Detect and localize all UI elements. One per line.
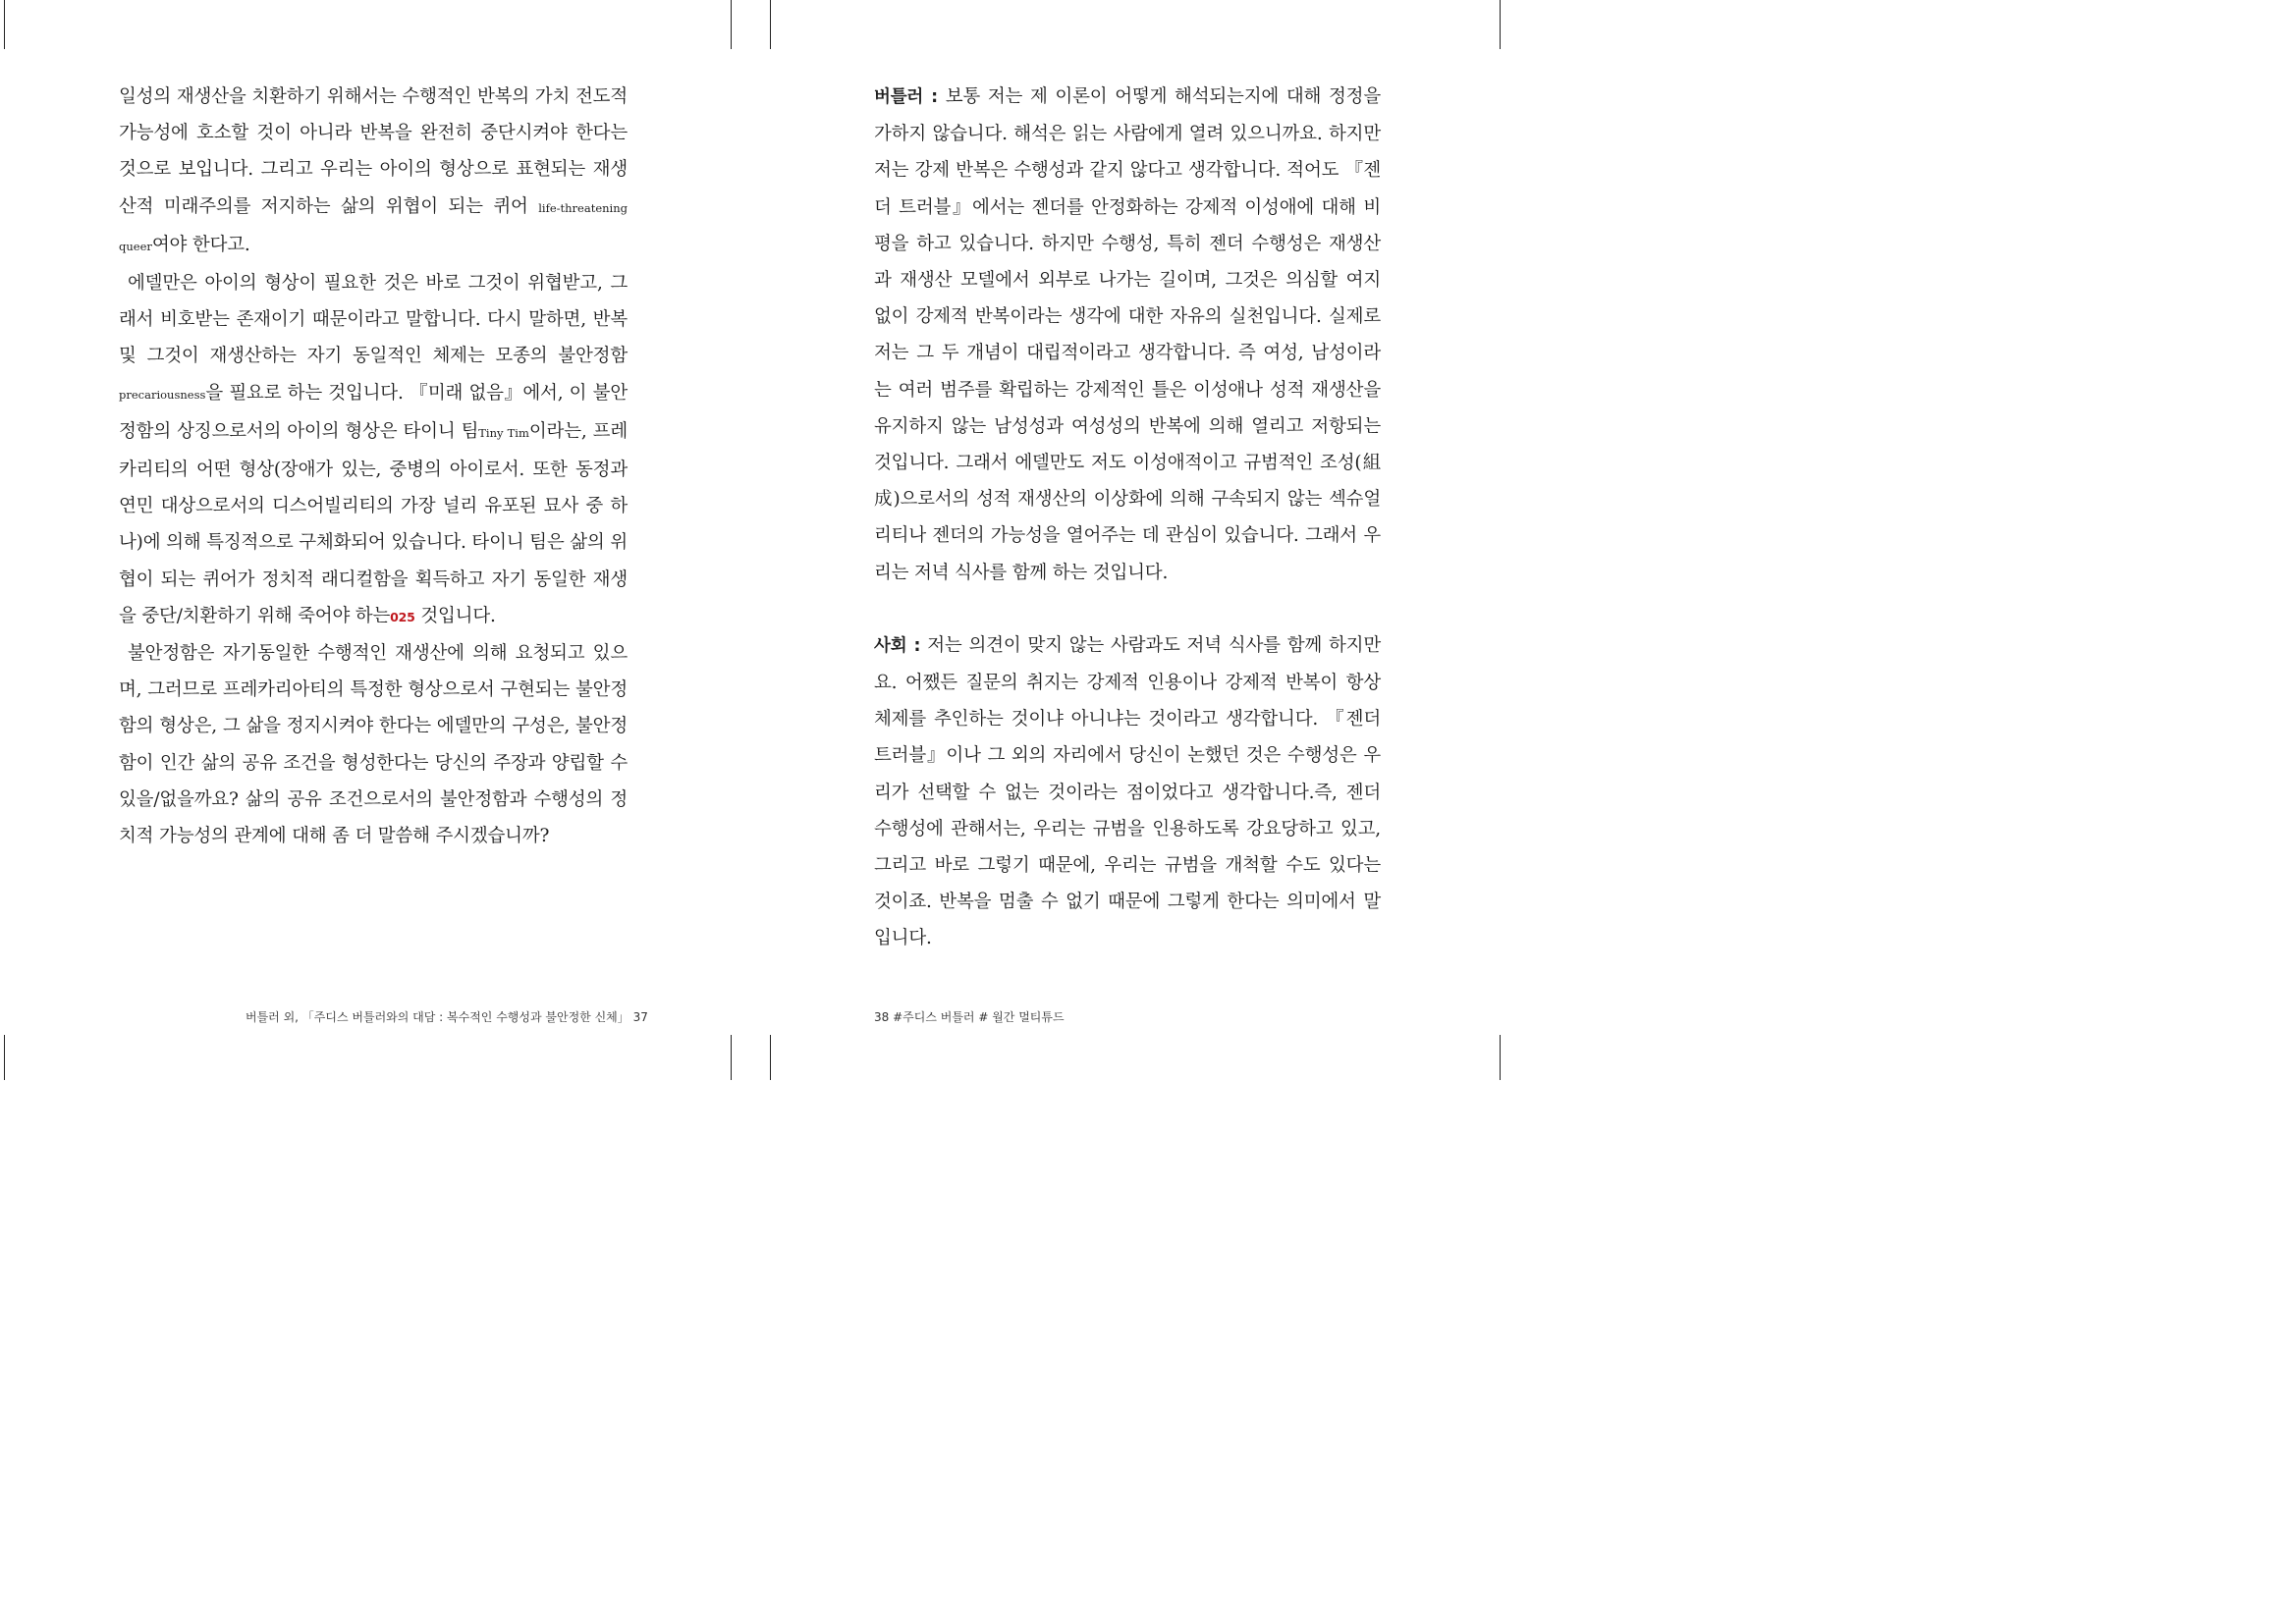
answer-butler-text: 보통 저는 제 이론이 어떻게 해석되는지에 대해 정정을 가하지 않습니다. 해석은 읽는 사람에게 열려 있으니까요. 하지만 저는 강제 반복은 수행성과 같지 않다고 생각합니다. 적어도 『젠더 트러블』에서는 젠더를 안정화하는 강제적 이성애에 대해 비평을 하고 있습니다. 하지만 수행성, 특히 젠더 수행성은 재생산과 재생산 모델에서 외부로 나가는 길이며, 그것은 의심할 여지 없이 강제적 반복이라는 생각에 대한 자유의 실천입니다. 실제로 저는 그 두 개념이 대립적이라고 생각합니다. 즉 여성, 남성이라는 여러 범주를 확립하는 강제적인 틀은 이성애나 성적 재생산을 유지하지 않는 남성성과 여성성의 반복에 의해 열리고 저항되는 것입니다. 그래서 에델만도 저도 이성애적이고 규범적인 조성(組成)으로서의 성적 재생산의 이상화에 의해 구속되지 않는 섹슈얼리티나 젠더의 가능성을 열어주는 데 관심이 있습니다. 그래서 우리는 저녁 식사를 함께 하는 것입니다. <box>874 86 1381 583</box>
speaker-label-moderator: 사회 : <box>874 635 921 656</box>
footnote-marker: 025 <box>390 609 415 624</box>
question-moderator <box>874 627 1381 957</box>
paragraph-2-text-c: 이라는, 프레카리티의 어떤 형상(장애가 있는, 중병의 아이로서. 또한 동정과 연민 대상으로서의 디스어빌리티의 가장 널리 유포된 묘사 중 하나)에 의해 특징적으로 구체화되어 있습니다. 타이니 팀은 삶의 위협이 되는 퀴어가 정치적 래디컬함을 획득하고 자기 동일한 재생을 중단/치환하기 위해 죽어야 하는 <box>119 420 628 626</box>
paragraph-2-text-b: 을 필요로 하는 것입니다. 『미래 없음』에서, 이 불안정함의 상징으로서의 아이의 형상은 타이니 팀 <box>119 382 628 442</box>
crop-mark-top-left <box>4 0 5 49</box>
crop-mark-top-right <box>1500 0 1501 49</box>
crop-mark-top-center-left <box>731 0 732 49</box>
running-footer-right: 38 #주디스 버틀러 # 월간 멀티튜드 <box>874 1010 1065 1024</box>
question-moderator-text: 저는 의견이 맞지 않는 사람과도 저녁 식사를 함께 하지만요. 어쨌든 질문의 취지는 강제적 인용이나 강제적 반복이 항상 체제를 추인하는 것이냐 아니냐는 것이라고 생각합니다. 『젠더 트러블』이나 그 외의 자리에서 당신이 논했던 것은 수행성은 우리가 선택할 수 없는 것이라는 점이었다고 생각합니다.즉, 젠더 수행성에 관해서는, 우리는 규범을 인용하도록 강요당하고 있고, 그리고 바로 그렇기 때문에, 우리는 규범을 개척할 수도 있다는 것이죠. 반복을 멈출 수 없기 때문에 그렇게 한다는 의미에서 말입니다. <box>874 634 1381 949</box>
paragraph-gap <box>874 591 1381 627</box>
running-footer-left: 버틀러 외, 「주디스 버틀러와의 대담 : 복수적인 수행성과 불안정한 신체」 37 <box>246 1010 648 1024</box>
gloss-tiny-tim: Tiny Tim <box>478 425 529 440</box>
paragraph-2 <box>119 265 628 635</box>
paragraph-2-text-d: 것입니다. <box>414 605 496 626</box>
right-page-body <box>874 79 1381 957</box>
answer-butler <box>874 79 1381 591</box>
speaker-label-butler: 버틀러 : <box>874 87 938 107</box>
crop-mark-bottom-right <box>1500 1035 1501 1080</box>
crop-mark-bottom-left <box>4 1035 5 1080</box>
left-page-body <box>119 79 628 854</box>
gloss-life-threatening-queer: life-threatening queer <box>119 200 628 253</box>
crop-mark-top-center-right <box>770 0 771 49</box>
paragraph-2-text-a: 에델만은 아이의 형상이 필요한 것은 바로 그것이 위협받고, 그래서 비호받는 존재이기 때문이라고 말합니다. 다시 말하면, 반복 및 그것이 재생산하는 자기 동일적인 체제는 모종의 불안정함 <box>119 273 628 367</box>
paragraph-1-text: 일성의 재생산을 치환하기 위해서는 수행적인 반복의 가치 전도적 가능성에 호소할 것이 아니라 반복을 완전히 중단시켜야 한다는 것으로 보입니다. 그리고 우리는 아이의 형상으로 표현되는 재생산적 미래주의를 저지하는 삶의 위협이 되는 퀴어 <box>119 86 628 217</box>
paragraph-1-end: 여야 한다고. <box>151 234 250 255</box>
paragraph-3: 불안정함은 자기동일한 수행적인 재생산에 의해 요청되고 있으며, 그러므로 프레카리아티의 특정한 형상으로서 구현되는 불안정함의 형상은, 그 삶을 정지시켜야 한다는 에델만의 구성은, 불안정함이 인간 삶의 공유 조건을 형성한다는 당신의 주장과 양립할 수 있을/없을까요? 삶의 공유 조건으로서의 불안정함과 수행성의 정치적 가능성의 관계에 대해 좀 더 말씀해 주시겠습니까? <box>119 643 628 847</box>
gloss-precariousness: precariousness <box>119 387 206 402</box>
paragraph-1 <box>119 79 628 265</box>
crop-mark-bottom-center-left <box>731 1035 732 1080</box>
crop-mark-bottom-center-right <box>770 1035 771 1080</box>
